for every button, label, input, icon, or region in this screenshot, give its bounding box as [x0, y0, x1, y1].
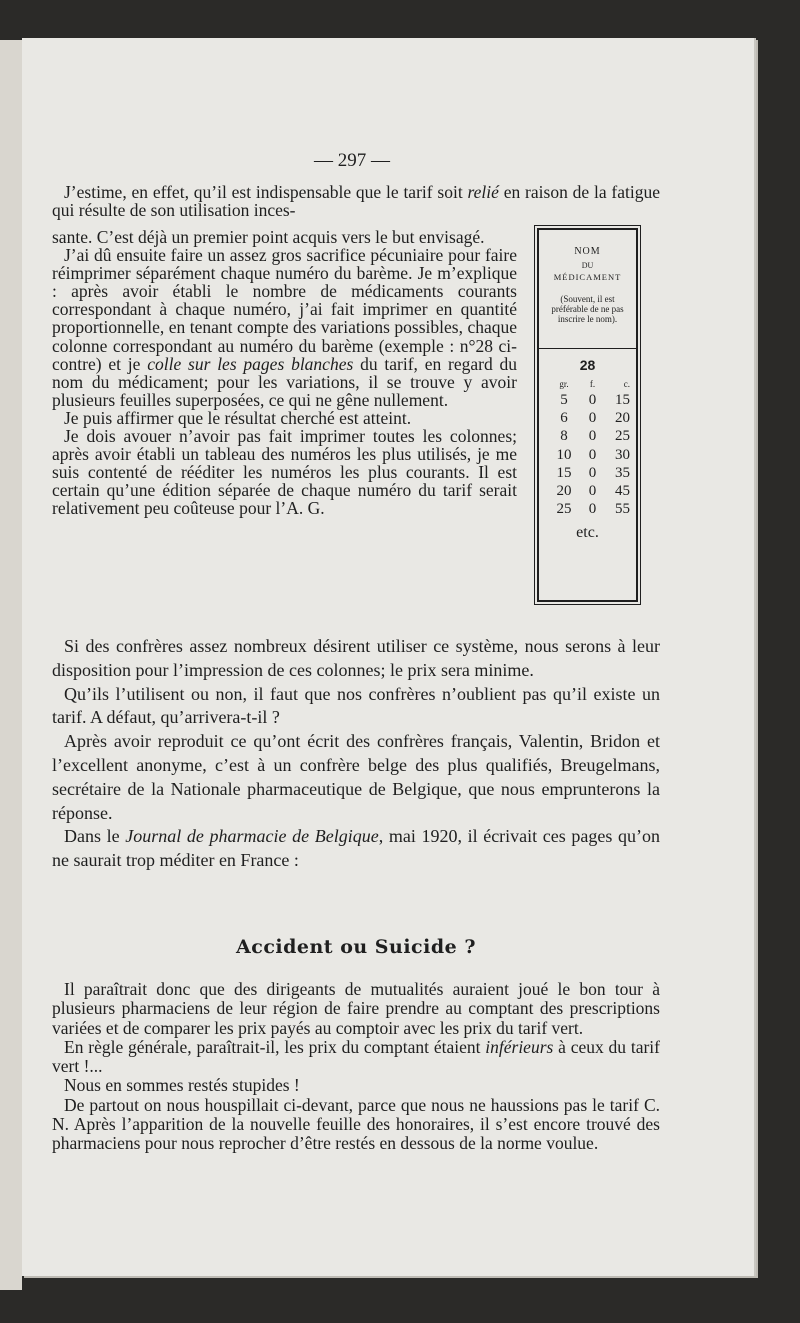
middle-paragraph-4	[52, 825, 660, 873]
cell-centimes: 55	[615, 501, 630, 518]
cell-grams: 5	[560, 392, 568, 408]
middle-text	[52, 635, 660, 873]
table-row	[549, 446, 630, 464]
cell-francs: 0	[588, 446, 597, 463]
middle-paragraph-3: Après avoir reproduit ce qu’ont écrit des confrères français, Valentin, Bridon et l’excellent anonyme, c’est à un confrère belge des plus qualifiés, Breugelmans, secrétaire de la Nationale pharmaceutique de Belgique, que nous emprunterons la réponse.	[52, 731, 660, 823]
quote-paragraph-2	[52, 1038, 660, 1077]
cell-francs: 0	[588, 483, 597, 500]
middle-p4-text-b: , mai 1920, il écrivait ces pages qu’on ne saurait trop méditer en France :	[52, 826, 661, 871]
cell-grams: 25	[556, 501, 572, 518]
facing-page-edge	[0, 40, 22, 1290]
column-paragraph-2	[52, 246, 517, 409]
column-paragraph-3: Je puis affirmer que le résultat cherché est atteint.	[64, 407, 412, 428]
cell-centimes: 35	[615, 464, 630, 481]
quote-paragraph-3: Nous en sommes restés stupides !	[64, 1075, 300, 1096]
column-p2-emphasis: colle sur les pages blanches	[147, 353, 354, 374]
cell-grams: 8	[560, 428, 568, 445]
inset-note: (Souvent, il est préférable de ne pas inscrire le nom).	[551, 294, 624, 324]
table-row	[549, 391, 630, 409]
cell-centimes: 30	[615, 446, 630, 463]
inset-number: 28	[579, 357, 596, 373]
inset-price-table	[549, 379, 630, 518]
inset-medicament: MÉDICAMENT	[553, 272, 622, 282]
column-paragraph-4: Je dois avouer n’avoir pas fait imprimer toutes les colonnes; après avoir établi un tableau des numéros les plus utilisés, je me suis contenté de rééditer les numéros les plus courants. Il est certain qu’une édition séparée de chaque numéro du tarif serait relativement peu coûteuse pour l’A. G.	[52, 426, 517, 519]
inset-header	[539, 230, 636, 349]
quote-paragraph-4: De partout on nous houspillait ci-devant, parce que nous ne haussions pas le tarif C. N. Après l’apparition de la nouvelle feuille des honoraires, il s’est encore trouvé des pharmaciens pour nous reprocher d’être restés en dessous de la norme voulue.	[52, 1094, 660, 1154]
middle-paragraph-2: Qu’ils l’utilisent ou non, il faut que nos confrères n’oublient pas qu’il existe un tarif. A défaut, qu’arrivera-t-il ?	[52, 683, 660, 728]
journal-title: Journal de pharmacie de Belgique	[125, 826, 379, 847]
page-number: — 297 —	[314, 150, 390, 171]
column-paragraph-1: sante. C’est déjà un premier point acquis vers le but envisagé.	[52, 227, 485, 247]
intro-paragraph	[52, 183, 660, 219]
column-p2-text-a: J’ai dû ensuite faire un assez gros sacrifice pécuniaire pour faire réimprimer séparément chaque numéro du barème. Je m’explique : après avoir établi le nombre de médicaments courants correspondant à chaque numéro, j’ai fait imprimer en quantité proportionnelle, en tenant compte des variations possibles, chaque colonne correspondant au numéro du barème (exemple : n°28 ci-contre) et je	[52, 245, 517, 374]
cell-centimes: 45	[615, 483, 630, 500]
cell-centimes: 25	[615, 428, 630, 445]
cell-grams: 10	[556, 446, 572, 463]
book-page	[22, 38, 756, 1276]
inset-du: DU	[581, 261, 594, 270]
table-row	[549, 482, 630, 500]
quote-p2-text-b: à ceux du tarif vert !...	[52, 1036, 660, 1077]
table-row	[549, 409, 630, 427]
quote-p2-emphasis: inférieurs	[485, 1036, 554, 1057]
quote-paragraph-1: Il paraîtrait donc que des dirigeants de mutualités auraient joué le bon tour à plusieurs pharmaciens de leur région de faire prendre au comptant des prescriptions variées et de comparer les prix payés au comptoir avec les prix du tarif vert.	[52, 979, 660, 1038]
middle-p4-text-a: Dans le	[64, 826, 126, 847]
header-centimes: c.	[623, 379, 630, 389]
quote-p2-text-a: En règle générale, paraîtrait-il, les prix du comptant étaient	[64, 1036, 486, 1057]
header-grams: gr.	[559, 379, 569, 389]
cell-grams: 20	[556, 483, 572, 500]
left-column-text	[52, 228, 517, 518]
cell-francs: 0	[588, 428, 597, 445]
table-row	[549, 427, 630, 445]
cell-francs: 0	[588, 501, 597, 518]
table-row	[549, 464, 630, 482]
cell-grams: 6	[560, 410, 568, 427]
cell-grams: 15	[556, 464, 572, 481]
cell-francs: 0	[588, 410, 597, 427]
inset-nom: NOM	[574, 246, 601, 257]
cell-francs: 0	[588, 464, 597, 481]
cell-centimes: 20	[615, 410, 630, 427]
tariff-column-sample	[537, 228, 638, 602]
inset-etc: etc.	[576, 524, 599, 542]
cell-francs: 0	[588, 392, 597, 408]
section-heading: Accident ou Suicide ?	[236, 936, 476, 958]
middle-paragraph-1: Si des confrères assez nombreux désirent utiliser ce système, nous serons à leur disposition pour l’impression de ces colonnes; le prix sera minime.	[52, 636, 660, 680]
table-row	[549, 500, 630, 518]
cell-centimes: 15	[615, 392, 630, 408]
header-francs: f.	[589, 379, 596, 389]
intro-text-b: en raison de la fatigue qui résulte de son utilisation inces-	[52, 182, 660, 221]
inset-table-header	[549, 379, 630, 389]
quoted-text	[52, 980, 660, 1154]
intro-text-a: J’estime, en effet, qu’il est indispensable que le tarif soit	[64, 182, 468, 202]
intro-emphasis: relié	[467, 182, 499, 202]
column-p2-text-b: du tarif, en regard du nom du médicament; pour les variations, il se trouve y avoir plusieurs feuilles superposées, ce qui ne gêne nullement.	[52, 353, 518, 410]
